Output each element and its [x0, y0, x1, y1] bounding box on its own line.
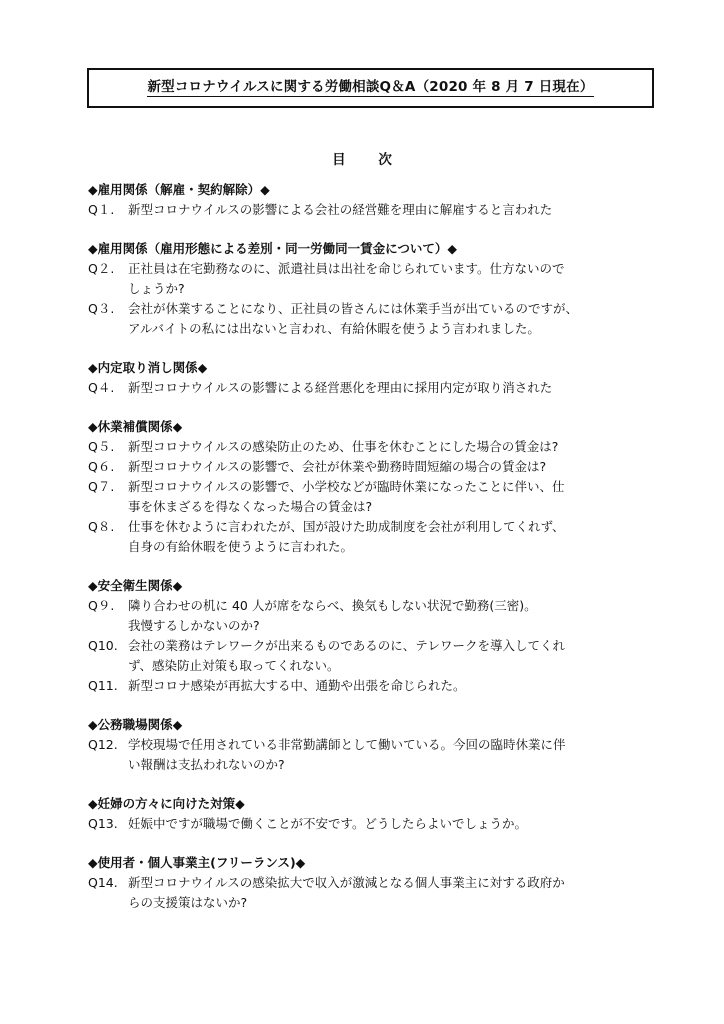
question-item [88, 457, 658, 477]
section-dismissal [88, 180, 658, 220]
section-title: ◆妊婦の方々に向けた対策◆ [88, 796, 245, 811]
question-number: Q14. [88, 875, 118, 890]
question-item [88, 200, 658, 220]
question-text: 妊娠中ですが職場で働くことが不安です。どうしたらよいでしょうか。 [128, 816, 528, 831]
question-text: 新型コロナ感染が再拡大する中、通勤や出張を命じられた。 [128, 678, 466, 693]
question-text: 正社員は在宅勤務なのに、派遣社員は出社を命じられています。仕方ないので しょうか? [128, 261, 565, 296]
question-text: 学校現場で任用されている非常勤講師として働いている。今回の臨時休業に伴 い報酬は支払われないのか? [128, 737, 566, 772]
question-text: 新型コロナウイルスの感染防止のため、仕事を休むことにした場合の賃金は? [128, 439, 559, 454]
question-text: 新型コロナウイルスの影響で、小学校などが臨時休業になったことに伴い、仕 事を休まざるを得なくなった場合の賃金は? [128, 479, 565, 514]
section-title: ◆雇用関係（解雇・契約解除）◆ [88, 182, 270, 197]
section-employment-type [88, 239, 658, 339]
section-title: ◆公務職場関係◆ [88, 717, 183, 732]
question-text: 新型コロナウイルスの影響で、会社が休業や勤務時間短縮の場合の賃金は? [128, 459, 547, 474]
question-number: Q４. [88, 380, 115, 395]
section-freelance [88, 853, 658, 913]
question-number: Q１. [88, 202, 115, 217]
question-number: Q２. [88, 261, 115, 276]
section-job-offer [88, 358, 658, 398]
question-text: 新型コロナウイルスの感染拡大で収入が激減となる個人事業主に対する政府か らの支援策はないか? [128, 875, 565, 910]
question-item [88, 299, 658, 339]
question-number: Q９. [88, 598, 115, 613]
question-text: 新型コロナウイルスの影響による経営悪化を理由に採用内定が取り消された [128, 380, 553, 395]
question-number: Q11. [88, 678, 118, 693]
section-title: ◆内定取り消し関係◆ [88, 360, 208, 375]
toc-list [88, 180, 658, 932]
question-number: Q７. [88, 479, 115, 494]
section-public-service [88, 715, 658, 775]
question-item [88, 636, 658, 676]
section-safety-health [88, 576, 658, 696]
question-number: Q３. [88, 301, 115, 316]
section-title: ◆雇用関係（雇用形態による差別・同一労働同一賃金について）◆ [88, 241, 457, 256]
question-item [88, 814, 658, 834]
section-leave-compensation [88, 417, 658, 557]
question-number: Q12. [88, 737, 118, 752]
question-text: 新型コロナウイルスの影響による会社の経営難を理由に解雇すると言われた [128, 202, 553, 217]
toc-heading: 目 次 [332, 152, 406, 168]
question-text: 隣り合わせの机に 40 人が席をならべ、換気もしない状況で勤務(三密)。 我慢するしかないのか? [128, 598, 537, 633]
question-number: Q６. [88, 459, 115, 474]
question-item [88, 477, 658, 517]
section-title: ◆休業補償関係◆ [88, 419, 183, 434]
question-text: 会社が休業することになり、正社員の皆さんには休業手当が出ているのですが、 アルバイトの私には出ないと言われ、有給休暇を使うよう言われました。 [128, 301, 579, 336]
question-number: Q５. [88, 439, 115, 454]
question-item [88, 735, 658, 775]
question-item [88, 517, 658, 557]
question-item [88, 259, 658, 299]
question-text: 仕事を休むように言われたが、国が設けた助成制度を会社が利用してくれず、 自身の有給休暇を使うように言われた。 [128, 519, 565, 554]
question-item [88, 437, 658, 457]
document-title: 新型コロナウイルスに関する労働相談Q＆A（2020 年 8 月 7 日現在） [147, 79, 594, 95]
question-item [88, 596, 658, 636]
question-number: Q13. [88, 816, 118, 831]
question-text: 会社の業務はテレワークが出来るものであるのに、テレワークを導入してくれ ず、感染防止対策も取ってくれない。 [128, 638, 566, 673]
question-item [88, 378, 658, 398]
title-box [87, 68, 654, 108]
section-title: ◆使用者・個人事業主(フリーランス)◆ [88, 855, 306, 870]
section-pregnancy [88, 794, 658, 834]
question-number: Q10. [88, 638, 118, 653]
question-item [88, 676, 658, 696]
question-item [88, 873, 658, 913]
section-title: ◆安全衛生関係◆ [88, 578, 183, 593]
question-number: Q８. [88, 519, 115, 534]
